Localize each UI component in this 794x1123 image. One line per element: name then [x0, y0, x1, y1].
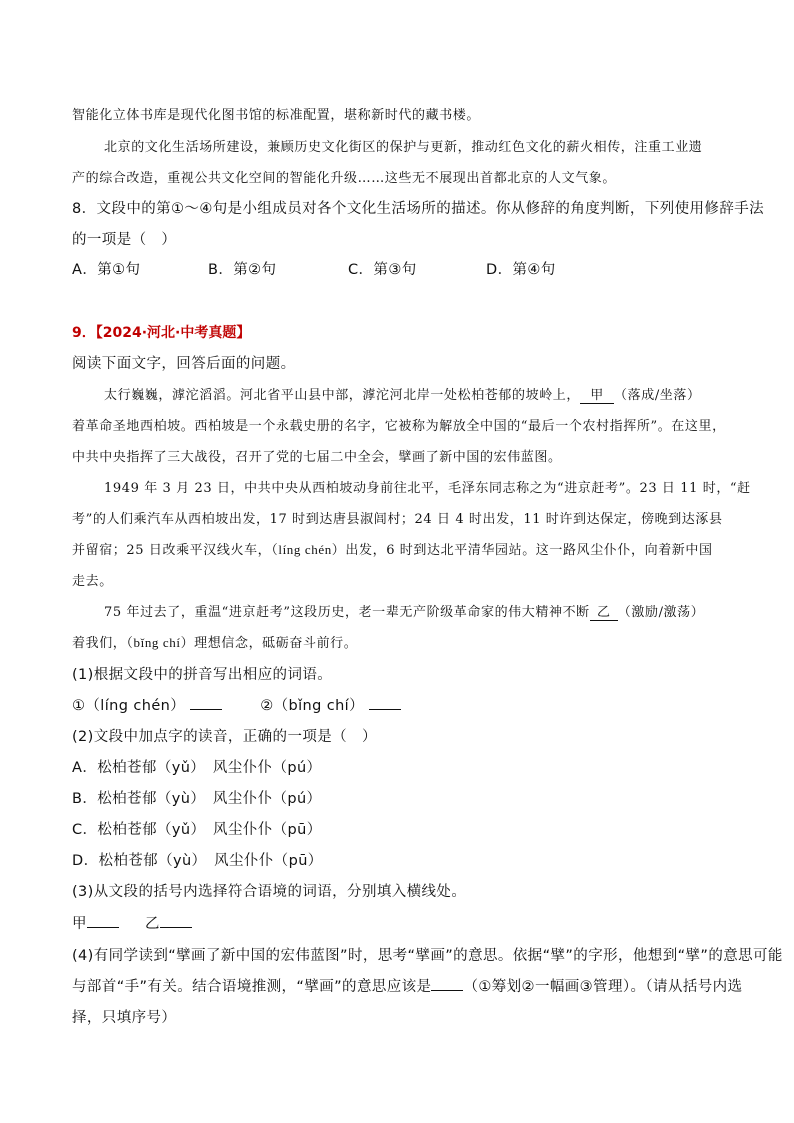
subquestion-2-option-a[interactable]: A．松柏苍郁（yǔ） 风尘仆仆（pú） — [72, 760, 322, 776]
passage-line: 产的综合改造，重视公共文化空间的智能化升级……这些无不展现出首都北京的人文气象。 — [72, 171, 617, 186]
passage-line: 智能化立体书库是现代化图书馆的标准配置，堪称新时代的藏书楼。 — [72, 108, 481, 123]
option-a[interactable]: A．第①句 — [72, 262, 141, 278]
answer-blank-a[interactable] — [190, 697, 222, 710]
answer-label-b: ②（bǐng chí） — [260, 698, 365, 714]
pinyin-bingchi: bǐng chí — [133, 635, 181, 650]
question-8-stem: 8．文段中的第①～④句是小组成员对各个文化生活场所的描述。你从修辞的角度判断，下列使用修辞手法 — [72, 201, 765, 217]
blank-jia: 甲 — [580, 389, 614, 404]
option-c[interactable]: C．第③句 — [348, 262, 417, 278]
answer-label-jia: 甲 — [72, 916, 87, 932]
subquestion-4-line: 与部首“手”有关。结合语境推测，“擘画”的意思应该是 （①筹划②一幅画③管理）。（请从括号内选 — [72, 979, 743, 995]
passage-line: 75 年过去了，重温“进京赶考”这段历史，老一辈无产阶级革命家的伟大精神不断 乙 （激励/激荡） — [104, 605, 705, 620]
passage-line: 着我们，（bǐng chí）理想信念，砥砺奋斗前行。 — [72, 635, 358, 651]
subquestion-1-title: (1)根据文段中的拼音写出相应的词语。 — [72, 667, 333, 683]
question-number: 9． — [72, 325, 96, 341]
passage-line: 并留宿；25 日改乘平汉线火车，（líng chén）出发，6 时到达北平清华园站。这一路风尘仆仆，向着新中国 — [72, 542, 713, 558]
passage-line: 太行巍巍，滹沱滔滔。河北省平山县中部，滹沱河北岸一处松柏苍郁的坡岭上， 甲 （落成/坐落） — [104, 388, 701, 403]
answer-blank-pihua[interactable] — [431, 978, 463, 991]
passage-line: 考”的人们乘汽车从西柏坡出发，17 时到达唐县淑闾村；24 日 4 时出发，11 时许到达保定，傍晚到达涿县 — [72, 512, 723, 527]
answer-label-yi: 乙 — [144, 916, 160, 932]
answer-blank-jia[interactable] — [87, 915, 119, 928]
answer-blank-yi[interactable] — [160, 915, 192, 928]
subquestion-4-line: 择，只填序号） — [72, 1010, 177, 1026]
question-source: 【2024·河北·中考真题】 — [95, 325, 251, 341]
subquestion-3-answers — [72, 912, 192, 933]
passage-line: 走去。 — [72, 574, 113, 589]
option-b[interactable]: B．第②句 — [208, 262, 277, 278]
subquestion-2-option-c[interactable]: C．松柏苍郁（yǔ） 风尘仆仆（pū） — [72, 822, 322, 838]
question-9-title — [72, 322, 250, 342]
subquestion-2-option-b[interactable]: B．松柏苍郁（yù） 风尘仆仆（pú） — [72, 791, 322, 807]
subquestion-2-title: (2)文段中加点字的读音，正确的一项是（ ） — [72, 729, 377, 745]
option-d[interactable]: D．第④句 — [486, 262, 556, 278]
question-8-stem-cont: 的一项是（ ） — [72, 232, 177, 248]
answer-blank-b[interactable] — [369, 697, 401, 710]
question-9-intro: 阅读下面文字，回答后面的问题。 — [72, 356, 296, 372]
passage-line: 中共中央指挥了三大战役，召开了党的七届二中全会，擘画了新中国的宏伟蓝图。 — [72, 450, 562, 465]
subquestion-1-answers — [72, 694, 401, 715]
answer-label-a: ①（líng chén） — [72, 698, 186, 714]
subquestion-3-title: (3)从文段的括号内选择符合语境的词语，分别填入横线处。 — [72, 884, 467, 900]
passage-line: 北京的文化生活场所建设，兼顾历史文化街区的保护与更新，推动红色文化的薪火相传，注重工业遗 — [104, 140, 703, 155]
pinyin-lingchen: líng chén — [278, 542, 332, 557]
passage-line: 着革命圣地西柏坡。西柏坡是一个永载史册的名字，它被称为解放全中国的“最后一个农村指挥所”。在这里， — [72, 419, 726, 434]
passage-line: 1949 年 3 月 23 日，中共中央从西柏坡动身前往北平，毛泽东同志称之为“进京赶考”。23 日 11 时，“赶 — [104, 481, 751, 496]
subquestion-2-option-d[interactable]: D．松柏苍郁（yù） 风尘仆仆（pū） — [72, 853, 323, 869]
subquestion-4-line: (4)有同学读到“擘画了新中国的宏伟蓝图”时，思考“擘画”的意思。依据“擘”的字形，他想到“擘”的意思可能 — [72, 948, 783, 964]
blank-yi: 乙 — [590, 606, 618, 621]
